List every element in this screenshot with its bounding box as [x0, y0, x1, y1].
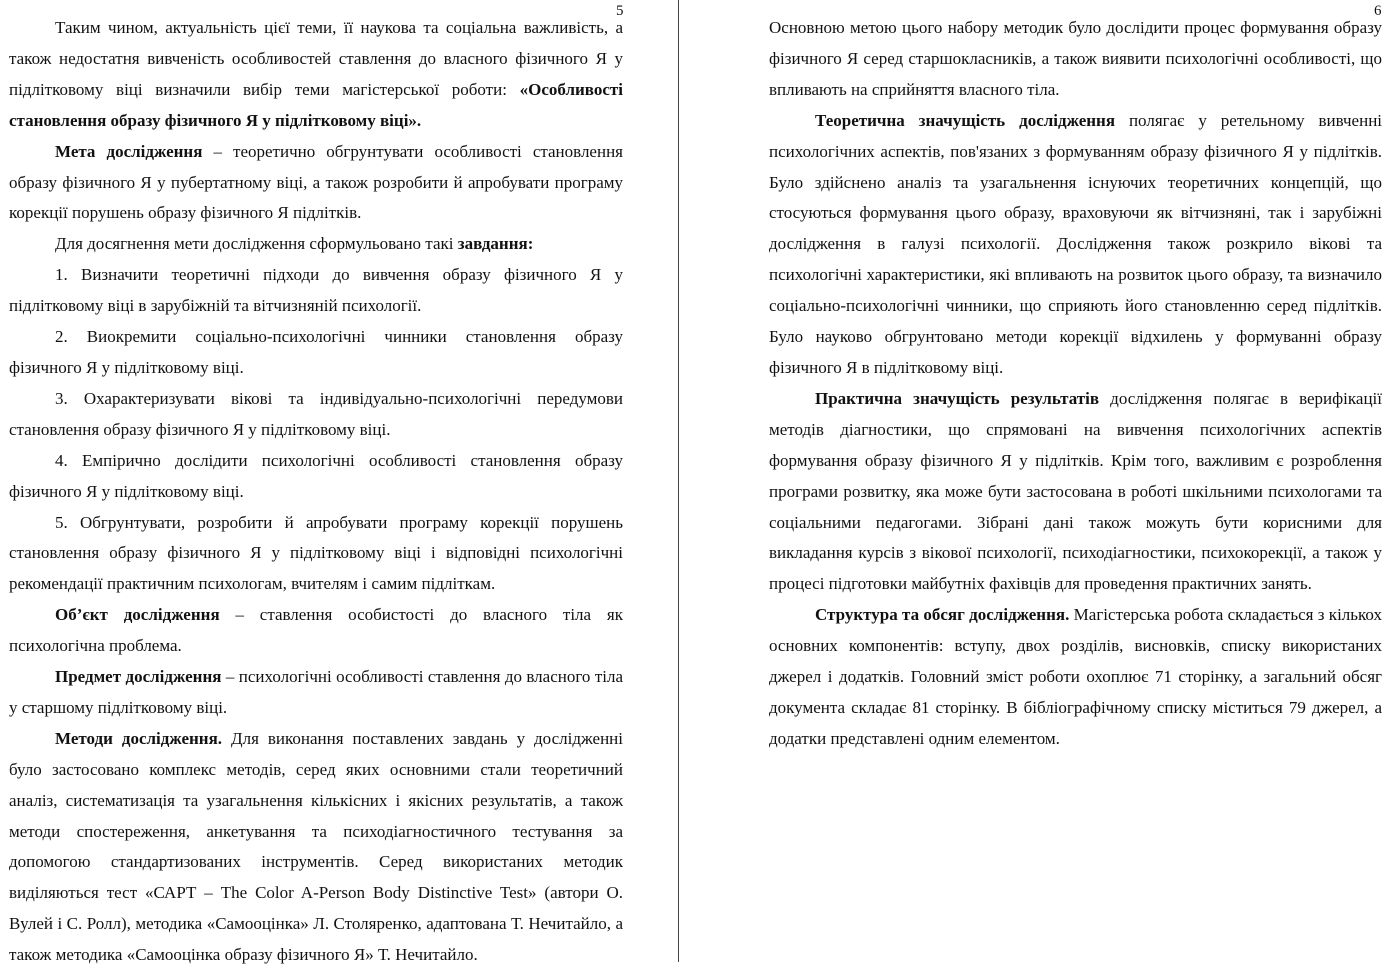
subject-heading: Предмет дослідження: [55, 667, 222, 687]
methods-heading: Методи дослідження.: [55, 728, 223, 748]
theory-text: полягає у ретельному вивченні психологічних аспектів, пов'язаних з формуванням образу фізичного Я у підлітків. Було здійснено аналіз та узагальнення існуючих теоретичних концепцій, що стосуються формування цього образу, враховуючи як вітчизняні, так і зарубіжні дослідження в галузі психології. Дослідження також розкрило вікові та психологічні характеристики, які впливають на розвиток цього образу, та визначило соціально-психологічні чинники, що сприяють його становленню серед підлітків. Було науково обгрунтовано методи корекції відхилень у формуванні образу фізичного Я в підлітковому віці.: [769, 110, 1383, 377]
structure-text: Магістерська робота складається з кількох основних компонентів: вступу, двох розділів, висновків, списку використаних джерел і додатків. Головний зміст роботи охоплює 71 сторінку, а загальний обсяг документа складає 81 сторінку. В бібліографічному списку міститься 79 джерел, а додатки представлені одним елементом.: [769, 605, 1383, 748]
task-item-1: 1. Визначити теоретичні підходи до вивчення образу фізичного Я у підлітковому віці в зарубіжній та вітчизняній психології.: [9, 265, 623, 316]
left-page: [0, 0, 680, 965]
object-text: – ставлення особистості до власного тіла як психологічна проблема.: [9, 605, 623, 656]
tasks-heading: завдання:: [457, 234, 534, 254]
theory-heading: Теоретична значущість дослідження: [815, 110, 1116, 130]
goal-text: – теоретично обгрунтувати особливості становлення образу фізичного Я у пубертатному віці, а також розробити й апробувати програму корекції порушень образу фізичного Я підлітків.: [9, 141, 623, 223]
paragraph-theoretical-significance: [769, 106, 1382, 384]
object-heading: Об’єкт дослідження: [55, 605, 220, 625]
methods-text: Для виконання поставлених завдань у дослідженні було застосовано комплекс методів, серед яких основними стали теоретичний аналіз, систематизація та узагальнення кількісних і якісних результатів, а також методи спостереження, анкетування та психодіагностичного тестування за допомогою стандартизованих інструментів. Серед використаних методик виділяються тест «САРТ – The Color A-Person Body Distinctive Test» (автори О. Вулей і С. Ролл), методика «Самооцінка» Л. Столяренко, адаптована Т. Нечитайло, а також методика «Самооцінка образу фізичного Я» Т. Нечитайло.: [9, 728, 623, 965]
paragraph-relevance: [9, 13, 623, 137]
thesis-title: «Особливості становлення образу фізичного Я у підлітковому віці».: [9, 79, 623, 130]
paragraph-tasks-intro: [9, 229, 623, 260]
page-number-right: 6: [1374, 3, 1382, 19]
paragraph-structure: [769, 600, 1382, 755]
paragraph-practical-significance: [769, 384, 1382, 600]
paragraph-methods-purpose: Основною метою цього набору методик було дослідити процес формування образу фізичного Я серед старшокласників, а також виявити психологічні особливості, що впливають на сприйняття власного тіла.: [769, 18, 1382, 99]
paragraph-methods: [9, 724, 623, 971]
task-item-3: 3. Охарактеризувати вікові та індивідуально-психологічні передумови становлення образу фізичного Я у підлітковому віці.: [9, 388, 623, 439]
task-item-5: 5. Обгрунтувати, розробити й апробувати програму корекції порушень становлення образу фізичного Я у підлітковому віці і відповідні психологічні рекомендації практичним психологам, вчителям і самим підліткам.: [9, 512, 623, 594]
structure-heading: Структура та обсяг дослідження.: [815, 605, 1070, 625]
page-divider: [678, 0, 679, 962]
paragraph-subject: [9, 662, 623, 724]
practical-text: дослідження полягає в верифікації методів діагностики, що спрямовані на вивчення психологічних аспектів формування образу фізичного Я у підлітків. Крім того, важливим є розроблення програми розвитку, яка може бути застосована в роботі шкільними психологами та соціальними педагогами. Зібрані дані також можуть бути корисними для викладання курсів з вікової психології, психодіагностики, психокорекції, а також у процесі підготовки майбутніх фахівців для проведення практичних занять.: [769, 388, 1382, 594]
paragraph-goal: [9, 137, 623, 230]
tasks-intro-text: Для досягнення мети дослідження сформульовано такі: [55, 234, 458, 254]
goal-heading: Мета дослідження: [55, 141, 203, 161]
right-page: [680, 0, 1398, 962]
relevance-text: Таким чином, актуальність цієї теми, її наукова та соціальна важливість, а також недостатня вивченість особливостей ставлення до власного фізичного Я у підлітковому віці визначили вибір теми магістерської роботи:: [9, 18, 623, 99]
practical-heading: Практична значущість результатів: [815, 388, 1100, 408]
task-item-4: 4. Емпірично дослідити психологічні особливості становлення образу фізичного Я у підлітковому віці.: [9, 450, 623, 501]
right-page-text: [769, 13, 1382, 755]
subject-text: – психологічні особливості ставлення до власного тіла у старшому підлітковому віці.: [9, 667, 624, 717]
paragraph-object: [9, 600, 623, 662]
page-number-left: 5: [616, 3, 624, 19]
task-item-2: 2. Виокремити соціально-психологічні чинники становлення образу фізичного Я у підлітковому віці.: [9, 327, 623, 377]
left-page-text: [9, 13, 623, 971]
